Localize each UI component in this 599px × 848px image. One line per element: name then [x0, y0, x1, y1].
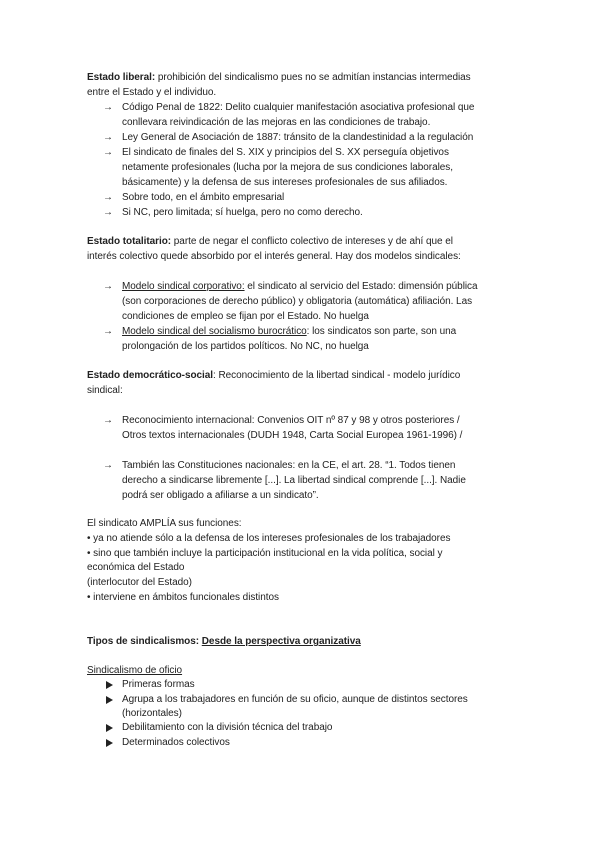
arrow-bullet-icon: → — [103, 460, 113, 471]
estado-democratico-heading: Estado democrático-social — [87, 370, 214, 381]
list-item-text: básicamente) y la defensa de sus intereses profesionales de sus afiliados. — [122, 177, 448, 188]
list-item-text: prolongación de los partidos políticos. No NC, no huelga — [122, 341, 369, 352]
arrow-bullet-icon: → — [103, 326, 113, 337]
estado-democratico-paragraph-line-1: Estado democrático-social: Reconocimiento de la libertad sindical - modelo jurídico — [87, 370, 461, 381]
list-item-text: Modelo sindical del socialismo burocrático: los sindicatos son parte, son una — [122, 326, 457, 337]
list-item-text: Si NC, pero limitada; sí huelga, pero no como derecho. — [122, 207, 363, 218]
list-item-text: (horizontales) — [122, 708, 182, 719]
estado-liberal-paragraph-line-2: entre el Estado y el individuo. — [87, 87, 217, 98]
funciones-intro: El sindicato AMPLÍA sus funciones: — [87, 518, 242, 529]
sindicalismo-oficio-heading: Sindicalismo de oficio — [87, 665, 183, 676]
arrow-bullet-icon: → — [103, 147, 113, 158]
list-item-text: El sindicato de finales del S. XIX y principios del S. XX perseguía objetivos — [122, 147, 449, 158]
arrow-bullet-icon: → — [103, 281, 113, 292]
arrow-bullet-icon: → — [103, 192, 113, 203]
list-item-text: Agrupa a los trabajadores en función de su oficio, aunque de distintos sectores — [122, 694, 468, 705]
list-item-text: También las Constituciones nacionales: en la CE, el art. 28. “1. Todos tienen — [122, 460, 456, 471]
list-item-text: Modelo sindical corporativo: el sindicato al servicio del Estado: dimensión pública — [122, 281, 478, 292]
modelo-socialismo-title: Modelo sindical del socialismo burocrático — [122, 326, 307, 337]
funciones-line: • sino que también incluye la participación institucional en la vida política, social y — [87, 548, 443, 559]
list-item-text: condiciones de empleo se fijan por el Estado. No huelga — [122, 311, 369, 322]
arrow-bullet-icon: → — [103, 207, 113, 218]
estado-totalitario-paragraph-line-1: Estado totalitario: parte de negar el conflicto colectivo de intereses y de ahí que el — [87, 236, 453, 247]
triangle-bullet-icon — [106, 681, 113, 689]
funciones-line: (interlocutor del Estado) — [87, 577, 192, 588]
tipos-subheading: Desde la perspectiva organizativa — [201, 636, 361, 647]
list-item-text: netamente profesionales (lucha por la mejora de sus condiciones laborales, — [122, 162, 453, 173]
triangle-bullet-icon — [106, 696, 113, 704]
list-item-text: conllevara reivindicación de las mejoras en las condiciones de trabajo. — [122, 117, 431, 128]
estado-totalitario-heading: Estado totalitario: — [87, 236, 172, 247]
list-item-text: Código Penal de 1822: Delito cualquier manifestación asociativa profesional que — [122, 102, 475, 113]
funciones-line: económica del Estado — [87, 562, 185, 573]
modelo-corporativo-title: Modelo sindical corporativo: — [122, 281, 245, 292]
list-item-text: podrá ser obligado a afiliarse a un sindicato”. — [122, 490, 319, 501]
list-item-text: (son corporaciones de derecho público) y obligatoria (automática) afiliación. Las — [122, 296, 473, 307]
funciones-line: • ya no atiende sólo a la defensa de los intereses profesionales de los trabajadores — [87, 533, 451, 544]
triangle-bullet-icon — [106, 724, 113, 732]
list-item-text: Sobre todo, en el ámbito empresarial — [122, 192, 285, 203]
tipos-heading-line — [87, 635, 361, 648]
list-item-text: derecho a sindicarse libremente [...]. La libertad sindical comprende [...]. Nadie — [122, 475, 466, 486]
list-item-text: Otros textos internacionales (DUDH 1948, Carta Social Europea 1961-1996) / — [122, 430, 463, 441]
funciones-line: • interviene en ámbitos funcionales distintos — [87, 592, 279, 603]
arrow-bullet-icon: → — [103, 102, 113, 113]
estado-democratico-paragraph-line-2: sindical: — [87, 385, 123, 396]
arrow-bullet-icon: → — [103, 415, 113, 426]
estado-liberal-heading: Estado liberal: — [87, 72, 156, 83]
triangle-bullet-icon — [106, 739, 113, 747]
list-item-text: Reconocimiento internacional: Convenios OIT nº 87 y 98 y otros posteriores / — [122, 415, 460, 426]
arrow-bullet-icon: → — [103, 132, 113, 143]
list-item-text: Ley General de Asociación de 1887: tránsito de la clandestinidad a la regulación — [122, 132, 474, 143]
estado-liberal-paragraph-line-1: Estado liberal: prohibición del sindicalismo pues no se admitían instancias intermedias — [87, 72, 471, 83]
estado-totalitario-paragraph-line-2: interés colectivo quede absorbido por el interés general. Hay dos modelos sindicales: — [87, 251, 461, 262]
list-item-text: Debilitamiento con la división técnica del trabajo — [122, 722, 333, 733]
list-item-text: Primeras formas — [122, 679, 195, 690]
tipos-heading: Tipos de sindicalismos: — [87, 636, 202, 647]
list-item-text: Determinados colectivos — [122, 737, 230, 748]
